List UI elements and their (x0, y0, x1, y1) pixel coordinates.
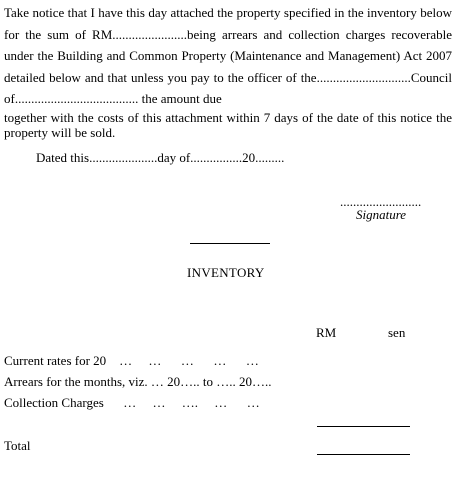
row-total: Total (4, 438, 31, 453)
column-header-sen: sen (388, 325, 406, 340)
notice-text-tail: together with the costs of this attachment within 7 days of the date of this notice the property will be sold. (4, 109, 452, 140)
notice-paragraph (4, 2, 452, 140)
total-line (317, 454, 410, 455)
row-collection-charges: Collection Charges … … …. … … (4, 395, 260, 410)
signature-label: Signature (356, 207, 407, 222)
row-current-rates: Current rates for 20 … … … … … (4, 353, 259, 368)
column-header-rm: RM (316, 325, 337, 340)
notice-text: Take notice that I have this day attached the property specified in the inventory below for the sum of RM.......................being arrears and collection charges recoverable under the Building and Common Property (Maintenance and Management) Act 2007 detailed below and that unless you pay to the officer of the.............................Council of...................................... the amount due (4, 5, 452, 106)
subtotal-line (317, 426, 410, 427)
signature-dots: ......................... (340, 194, 422, 209)
row-arrears: Arrears for the months, viz. … 20….. to ….. 20….. (4, 374, 272, 389)
divider-rule (190, 243, 270, 244)
inventory-title: INVENTORY (187, 265, 265, 280)
dated-line: Dated this.....................day of................20......... (36, 150, 285, 165)
